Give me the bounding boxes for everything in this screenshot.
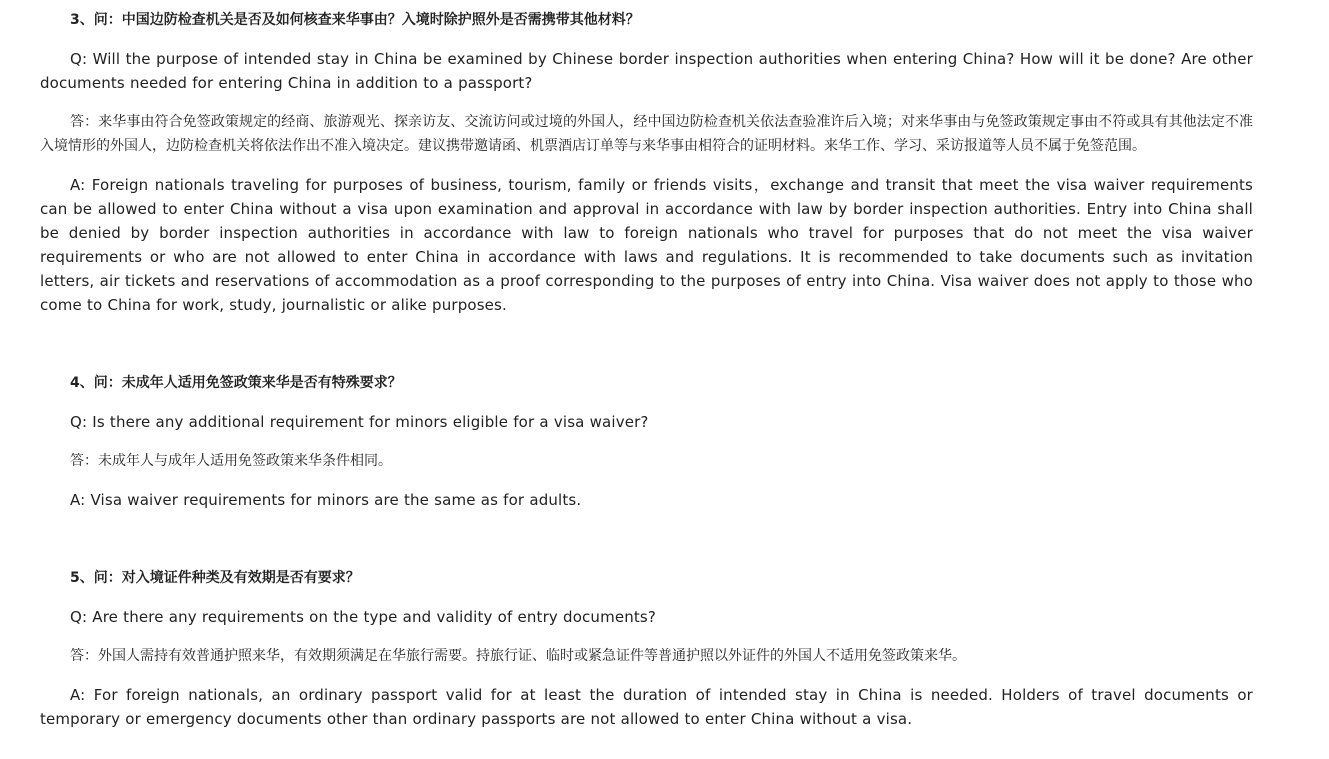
question-title: 5、问：对入境证件种类及有效期是否有要求？ (70, 570, 360, 586)
question-english: Q: Is there any additional requirement for minors eligible for a visa waiver? (70, 413, 649, 431)
faq-article (40, 0, 1253, 731)
answer-english: A: For foreign nationals, an ordinary passport valid for at least the duration of intended stay in China is needed. Holders of travel documents or temporary or emergency documents other than ordinary passports are not allowed to enter China without a visa. (40, 686, 1253, 728)
question-title: 3、问：中国边防检查机关是否及如何核查来华事由？入境时除护照外是否需携带其他材料？ (70, 12, 640, 28)
question-title: 4、问：未成年人适用免签政策来华是否有特殊要求？ (70, 375, 402, 391)
answer-chinese: 答：来华事由符合免签政策规定的经商、旅游观光、探亲访友、交流访问或过境的外国人，经中国边防检查机关依法查验准许后入境；对来华事由与免签政策规定事由不符或具有其他法定不准入境情形的外国人，边防检查机关将依法作出不准入境决定。建议携带邀请函、机票酒店订单等与来华事由相符合的证明材料。来华工作、学习、采访报道等人员不属于免签范围。 (40, 114, 1253, 154)
answer-chinese: 答：外国人需持有效普通护照来华，有效期须满足在华旅行需要。持旅行证、临时或紧急证件等普通护照以外证件的外国人不适用免签政策来华。 (70, 648, 966, 664)
faq-item-4 (40, 371, 1253, 512)
answer-english: A: Visa waiver requirements for minors are the same as for adults. (70, 491, 582, 509)
answer-english: A: Foreign nationals traveling for purposes of business, tourism, family or friends visits，exchange and transit that meet the visa waiver requirements can be allowed to enter China without a visa upon examination and approval in accordance with law by border inspection authorities. Entry into China shall be denied by border inspection authorities in accordance with law to foreign nationals who travel for purposes that do not meet the visa waiver requirements or who are not allowed to enter China in accordance with laws and regulations. It is recommended to take documents such as invitation letters, air tickets and reservations of accommodation as a proof corresponding to the purposes of entry into China. Visa waiver does not apply to those who come to China for work, study, journalistic or alike purposes. (40, 176, 1253, 314)
question-english: Q: Are there any requirements on the type and validity of entry documents? (70, 608, 656, 626)
question-english: Q: Will the purpose of intended stay in China be examined by Chinese border inspection authorities when entering China? How will it be done? Are other documents needed for entering China in addition to a passport? (40, 50, 1253, 92)
answer-chinese: 答：未成年人与成年人适用免签政策来华条件相同。 (70, 453, 392, 469)
faq-item-3 (40, 8, 1253, 317)
faq-item-5 (40, 566, 1253, 731)
